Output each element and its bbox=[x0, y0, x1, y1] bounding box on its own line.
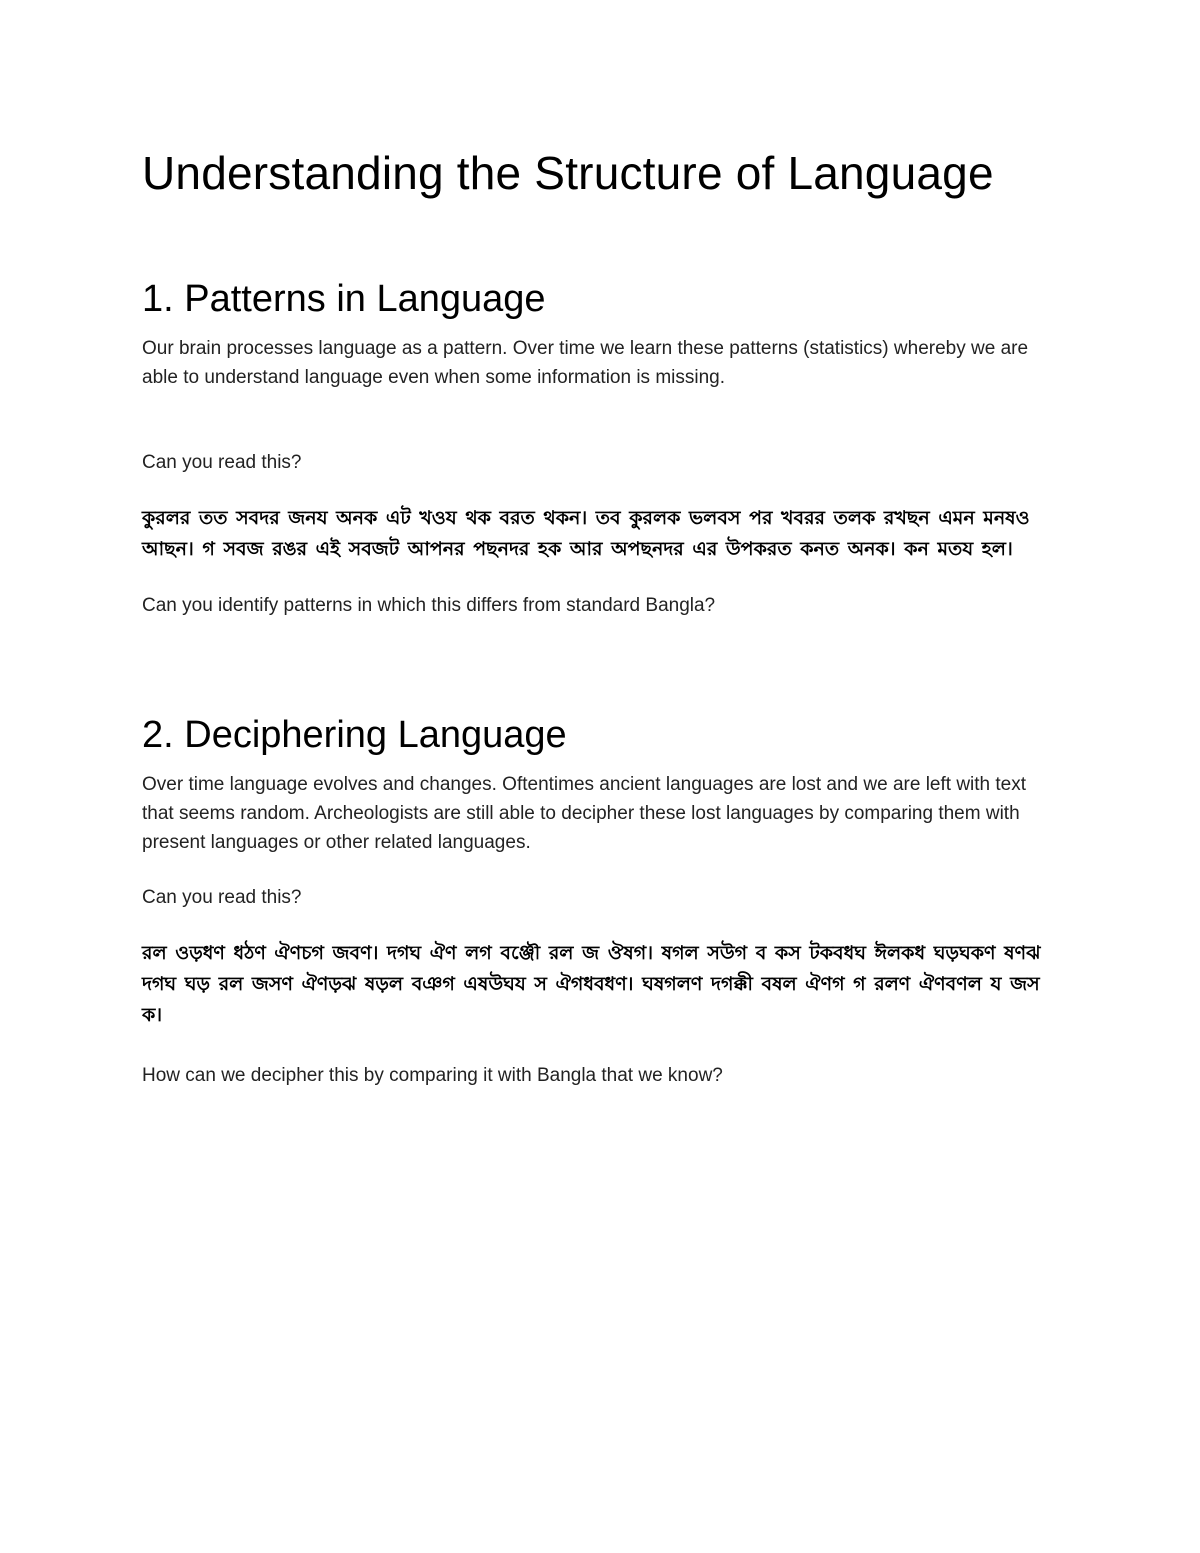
section-heading: 1. Patterns in Language bbox=[142, 278, 546, 320]
bangla-sample-text: কুরলর তত সবদর জনয অনক এট খওয থক বরত থকন। তব কুরলক ভলবস পর খবরর তলক রখছন এমন মনষও আছন। গ সবজ রঙর এই সবজট আপনর পছনদর হক আর অপছনদর এর উপকরত কনত অনক। কন মতয হল। bbox=[142, 507, 1030, 560]
section-heading: 2. Deciphering Language bbox=[142, 714, 567, 756]
document-title: Understanding the Structure of Language bbox=[142, 147, 994, 199]
document-body bbox=[142, 140, 1062, 1090]
section-question: How can we decipher this by comparing it with Bangla that we know? bbox=[142, 1065, 723, 1086]
section-patterns-in-language bbox=[142, 276, 1062, 620]
section-paragraph: Our brain processes language as a pattern. Over time we learn these patterns (statistics) whereby we are able to understand language even when some information is missing. bbox=[142, 338, 1029, 388]
read-prompt: Can you read this? bbox=[142, 452, 302, 473]
section-paragraph: Over time language evolves and changes. Oftentimes ancient languages are lost and we are left with text that seems random. Archeologists are still able to decipher these lost languages by comparing them with present languages or other related languages. bbox=[142, 774, 1027, 853]
bangla-sample-text: রল ওড়ধণ ধঠণ ঐণচগ জবণ। দগঘ ঐণ লগ বঞ্জৌ রল জ ঔষগ। ষগল সউগ ব কস টকবধঘ ঈলকধ ঘড়ঘকণ ষণঝ দগঘ ঘড় রল জসণ ঐণড়ঝ ষড়ল বঞগ এষউঘয স ঐগধবধণ। ঘষগলণ দগক্কী বষল ঐণগ গ রলণ ঐণবণল য জস ক। bbox=[142, 942, 1041, 1026]
section-deciphering-language bbox=[142, 712, 1062, 1090]
read-prompt: Can you read this? bbox=[142, 887, 302, 908]
section-question: Can you identify patterns in which this differs from standard Bangla? bbox=[142, 595, 716, 616]
